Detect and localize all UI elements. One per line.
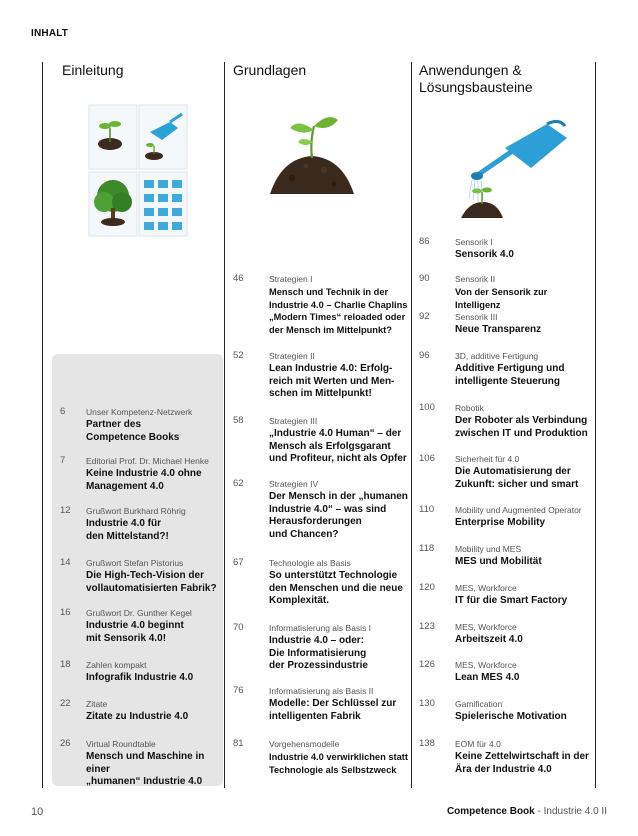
entry-title: Industrie 4.0 beginnt mit Sensorik 4.0! (86, 620, 184, 644)
toc-entry[interactable] (60, 607, 220, 645)
entry-title: Spielerische Motivation (455, 711, 567, 722)
entry-title: Zitate zu Industrie 4.0 (86, 711, 189, 722)
column-divider (224, 62, 225, 788)
entry-kicker: MES, Workforce (455, 660, 517, 670)
entry-kicker: Technologie als Basis (269, 558, 351, 568)
toc-entry[interactable] (60, 698, 220, 724)
entry-title: Infografik Industrie 4.0 (86, 672, 194, 683)
toc-entry[interactable] (233, 622, 409, 673)
entry-title: IT für die Smart Factory (455, 595, 568, 606)
toc-entry[interactable] (233, 350, 409, 401)
entry-page: 58 (233, 415, 244, 426)
entry-kicker: Zahlen kompakt (86, 660, 147, 670)
entry-title: Lean MES 4.0 (455, 672, 520, 683)
entry-title: Arbeitszeit 4.0 (455, 634, 523, 645)
entry-page: 76 (233, 685, 244, 696)
toc-entry[interactable] (419, 582, 595, 608)
entry-page: 138 (419, 738, 435, 749)
entry-page: 130 (419, 698, 435, 709)
toc-entry[interactable] (419, 659, 595, 685)
toc-entry[interactable] (60, 557, 220, 595)
toc-entry[interactable] (419, 543, 595, 569)
column-title-anwendungen: Anwendungen & Lösungsbausteine (419, 62, 533, 95)
entry-kicker: Zitate (86, 699, 108, 709)
entry-title: MES und Mobilität (455, 556, 542, 567)
seedling-illustration (262, 108, 362, 198)
toc-entry[interactable] (233, 685, 409, 723)
entry-page: 14 (60, 557, 71, 568)
toc-entry[interactable] (60, 505, 220, 543)
entry-kicker: Informatisierung als Basis II (269, 686, 374, 696)
column-title-grundlagen: Grundlagen (233, 62, 307, 78)
entry-title: „Industrie 4.0 Human“ – der Mensch als Erfolgsgarant und Profiteur, nicht als Opfer (269, 428, 407, 464)
growth-grid-illustration (88, 104, 188, 238)
entry-page: 62 (233, 478, 244, 489)
column-divider (595, 62, 596, 788)
entry-title: Mensch und Maschine in einer „humanen“ Industrie 4.0 (86, 751, 205, 787)
entry-kicker: MES, Workforce (455, 583, 517, 593)
entry-page: 67 (233, 557, 244, 568)
entry-kicker: Sensorik II (455, 274, 496, 284)
entry-page: 70 (233, 622, 244, 633)
entry-kicker: Vorgehensmodelle (269, 739, 340, 749)
entry-title: Von der Sensorik zur Intelligenz (455, 287, 548, 310)
toc-entry[interactable] (233, 738, 409, 776)
entry-kicker: EOM für 4.0 (455, 739, 501, 749)
entry-page: 16 (60, 607, 71, 618)
entry-title: Der Roboter als Verbindung zwischen IT und Produktion (455, 415, 588, 439)
entry-page: 22 (60, 698, 71, 709)
entry-kicker: Sensorik III (455, 312, 498, 322)
toc-entry[interactable] (419, 311, 595, 337)
toc-entry[interactable] (60, 659, 220, 685)
entry-page: 126 (419, 659, 435, 670)
toc-entry[interactable] (419, 698, 595, 724)
toc-entry[interactable] (233, 415, 409, 466)
entry-kicker: Unser Kompetenz-Netzwerk (86, 407, 193, 417)
toc-entry[interactable] (419, 236, 595, 262)
entry-kicker: Strategien II (269, 351, 315, 361)
entry-kicker: Strategien I (269, 274, 313, 284)
entry-title: Enterprise Mobility (455, 517, 546, 528)
entry-page: 106 (419, 453, 435, 464)
toc-entry[interactable] (233, 273, 409, 336)
column-title-einleitung: Einleitung (62, 62, 124, 78)
entry-page: 92 (419, 311, 430, 322)
section-label: INHALT (31, 28, 69, 39)
entry-kicker: Virtual Roundtable (86, 739, 156, 749)
entry-kicker: Mobility und Augmented Operator (455, 505, 582, 515)
entry-title: Neue Transparenz (455, 324, 542, 335)
footer-book-edition: - Industrie 4.0 II (534, 806, 607, 817)
entry-title: Additive Fertigung und intelligente Steuerung (455, 363, 565, 387)
toc-entry[interactable] (419, 504, 595, 530)
toc-entry[interactable] (60, 738, 222, 789)
toc-entry[interactable] (419, 350, 595, 388)
column-divider (411, 62, 412, 788)
entry-kicker: Strategien IV (269, 479, 319, 489)
entry-kicker: Grußwort Dr. Gunther Kegel (86, 608, 192, 618)
entry-title: Keine Zettelwirtschaft in der Ära der Industrie 4.0 (455, 751, 589, 775)
entry-kicker: Sensorik I (455, 237, 493, 247)
entry-title: Lean Industrie 4.0: Erfolg- reich mit Werten und Men- schen im Mittelpunkt! (269, 363, 395, 399)
entry-title: Industrie 4.0 – oder: Die Informatisierung der Prozessindustrie (269, 635, 368, 671)
entry-kicker: Editorial Prof. Dr. Michael Henke (86, 456, 209, 466)
entry-title: Der Mensch in der „humanen Industrie 4.0“ – was sind Herausforderungen und Chancen? (269, 491, 408, 540)
entry-kicker: Strategien III (269, 416, 318, 426)
page-number: 10 (31, 806, 44, 818)
entry-kicker: MES, Workforce (455, 622, 517, 632)
entry-page: 86 (419, 236, 430, 247)
toc-entry[interactable] (60, 406, 220, 444)
entry-kicker: Grußwort Stefan Pistorius (86, 558, 184, 568)
entry-title: Die High-Tech-Vision der vollautomatisierten Fabrik? (86, 570, 217, 594)
footer-book-name: Competence Book (446, 806, 535, 817)
entry-page: 6 (60, 406, 66, 417)
entry-kicker: Mobility und MES (455, 544, 522, 554)
entry-title: Mensch und Technik in der Industrie 4.0 – Charlie Chaplins „Modern Times“ reloaded oder der Mensch im Mittelpunkt? (269, 287, 408, 335)
entry-page: 120 (419, 582, 435, 593)
entry-kicker: Grußwort Burkhard Röhrig (86, 506, 186, 516)
toc-entry[interactable] (233, 478, 409, 541)
entry-page: 81 (233, 738, 244, 749)
entry-page: 7 (60, 455, 66, 466)
entry-page: 52 (233, 350, 244, 361)
entry-kicker: Informatisierung als Basis I (269, 623, 372, 633)
entry-title: Sensorik 4.0 (455, 249, 514, 260)
entry-page: 18 (60, 659, 71, 670)
toc-entry[interactable] (419, 621, 595, 647)
entry-title: Modelle: Der Schlüssel zur intelligenten Fabrik (269, 698, 397, 722)
entry-page: 100 (419, 402, 435, 413)
entry-page: 90 (419, 273, 430, 284)
watering-can-illustration (455, 118, 575, 222)
toc-entry[interactable] (60, 455, 220, 493)
entry-page: 46 (233, 273, 244, 284)
footer-book-title (447, 806, 607, 817)
toc-entry[interactable] (419, 402, 595, 440)
entry-kicker: Gamification (455, 699, 503, 709)
toc-entry[interactable] (419, 273, 595, 311)
entry-kicker: Sicherheit für 4.0 (455, 454, 520, 464)
entry-title: Industrie 4.0 für den Mittelstand?! (86, 518, 169, 542)
entry-page: 110 (419, 504, 435, 515)
toc-entry[interactable] (233, 557, 409, 608)
entry-page: 96 (419, 350, 430, 361)
entry-title: Partner des Competence Books (86, 419, 180, 443)
toc-entry[interactable] (419, 738, 595, 776)
toc-entry[interactable] (419, 453, 595, 491)
entry-page: 118 (419, 543, 435, 554)
column-divider (42, 62, 43, 788)
entry-kicker: 3D, additive Fertigung (455, 351, 539, 361)
entry-title: Industrie 4.0 verwirklichen statt Technologie als Selbstzweck (269, 752, 408, 775)
entry-title: Keine Industrie 4.0 ohne Management 4.0 (86, 468, 202, 492)
entry-page: 12 (60, 505, 71, 516)
entry-page: 26 (60, 738, 71, 749)
entry-kicker: Robotik (455, 403, 484, 413)
entry-page: 123 (419, 621, 435, 632)
entry-title: So unterstützt Technologie den Menschen und die neue Komplexität. (269, 570, 403, 606)
entry-title: Die Automatisierung der Zukunft: sicher und smart (455, 466, 579, 490)
